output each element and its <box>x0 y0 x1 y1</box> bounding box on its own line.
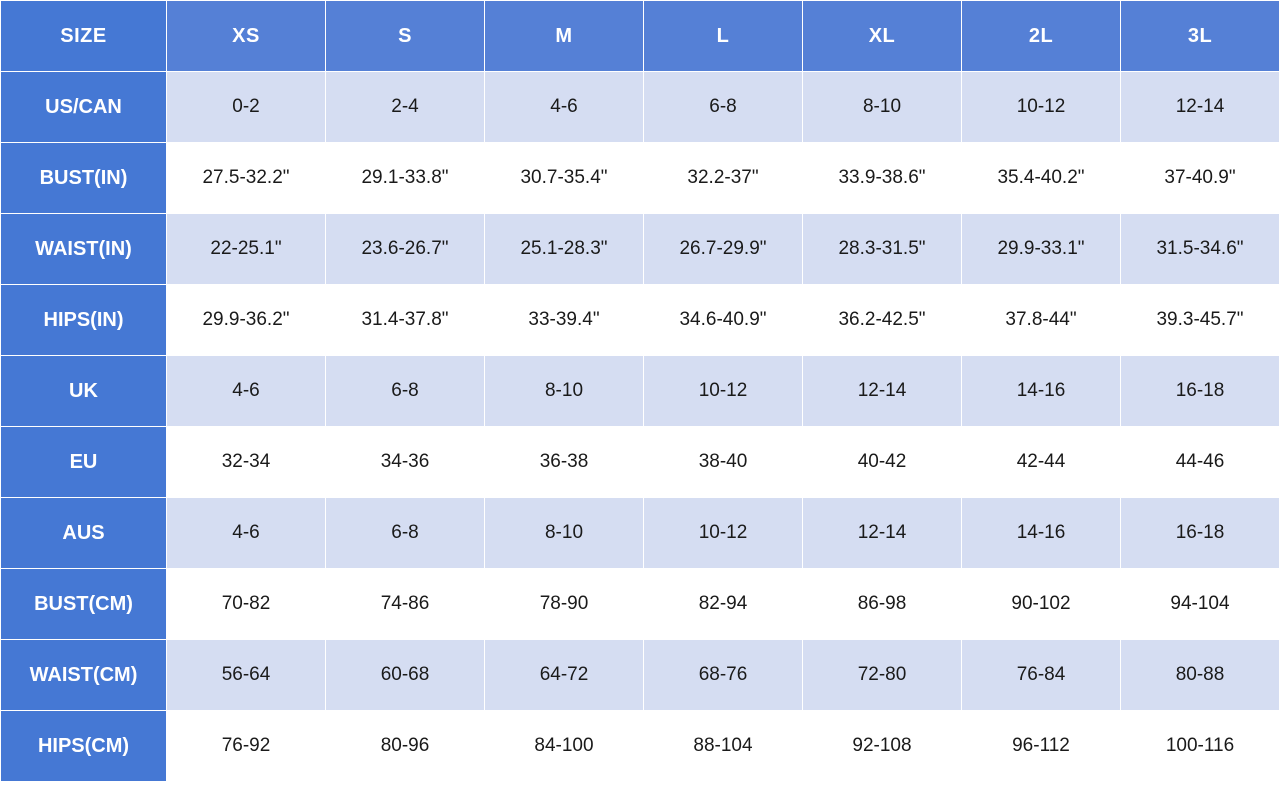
cell-bust-cm-2l: 90-102 <box>962 569 1121 640</box>
cell-bust-in-s: 29.1-33.8" <box>326 143 485 214</box>
cell-waist-in-3l: 31.5-34.6" <box>1121 214 1280 285</box>
cell-bust-cm-m: 78-90 <box>485 569 644 640</box>
cell-waist-cm-s: 60-68 <box>326 640 485 711</box>
table-row <box>1 427 1280 498</box>
row-label-us-can: US/CAN <box>1 72 167 143</box>
row-label-bust-cm: BUST(CM) <box>1 569 167 640</box>
cell-us-can-m: 4-6 <box>485 72 644 143</box>
cell-eu-m: 36-38 <box>485 427 644 498</box>
cell-uk-s: 6-8 <box>326 356 485 427</box>
table-row <box>1 72 1280 143</box>
header-cell-2l: 2L <box>962 1 1121 72</box>
cell-bust-cm-s: 74-86 <box>326 569 485 640</box>
cell-aus-l: 10-12 <box>644 498 803 569</box>
cell-us-can-xl: 8-10 <box>803 72 962 143</box>
cell-hips-cm-m: 84-100 <box>485 711 644 782</box>
cell-waist-in-2l: 29.9-33.1" <box>962 214 1121 285</box>
table-row <box>1 285 1280 356</box>
cell-hips-in-2l: 37.8-44" <box>962 285 1121 356</box>
cell-uk-xs: 4-6 <box>167 356 326 427</box>
cell-bust-in-2l: 35.4-40.2" <box>962 143 1121 214</box>
cell-bust-cm-xs: 70-82 <box>167 569 326 640</box>
cell-aus-3l: 16-18 <box>1121 498 1280 569</box>
cell-eu-xl: 40-42 <box>803 427 962 498</box>
cell-us-can-3l: 12-14 <box>1121 72 1280 143</box>
cell-hips-cm-s: 80-96 <box>326 711 485 782</box>
cell-hips-in-xs: 29.9-36.2" <box>167 285 326 356</box>
cell-aus-2l: 14-16 <box>962 498 1121 569</box>
cell-hips-in-m: 33-39.4" <box>485 285 644 356</box>
cell-waist-cm-l: 68-76 <box>644 640 803 711</box>
table-header <box>1 1 1280 72</box>
row-label-aus: AUS <box>1 498 167 569</box>
cell-bust-in-3l: 37-40.9" <box>1121 143 1280 214</box>
cell-uk-3l: 16-18 <box>1121 356 1280 427</box>
row-label-bust-in: BUST(IN) <box>1 143 167 214</box>
cell-waist-in-l: 26.7-29.9" <box>644 214 803 285</box>
cell-us-can-2l: 10-12 <box>962 72 1121 143</box>
cell-aus-xl: 12-14 <box>803 498 962 569</box>
row-label-uk: UK <box>1 356 167 427</box>
header-cell-s: S <box>326 1 485 72</box>
header-cell-l: L <box>644 1 803 72</box>
cell-bust-in-m: 30.7-35.4" <box>485 143 644 214</box>
cell-hips-in-xl: 36.2-42.5" <box>803 285 962 356</box>
cell-us-can-l: 6-8 <box>644 72 803 143</box>
cell-uk-l: 10-12 <box>644 356 803 427</box>
cell-waist-cm-m: 64-72 <box>485 640 644 711</box>
header-cell-xs: XS <box>167 1 326 72</box>
cell-eu-3l: 44-46 <box>1121 427 1280 498</box>
row-label-hips-in: HIPS(IN) <box>1 285 167 356</box>
cell-eu-2l: 42-44 <box>962 427 1121 498</box>
table-row <box>1 143 1280 214</box>
header-row <box>1 1 1280 72</box>
cell-hips-in-l: 34.6-40.9" <box>644 285 803 356</box>
cell-us-can-xs: 0-2 <box>167 72 326 143</box>
cell-waist-cm-xs: 56-64 <box>167 640 326 711</box>
cell-aus-xs: 4-6 <box>167 498 326 569</box>
cell-bust-in-xl: 33.9-38.6" <box>803 143 962 214</box>
cell-uk-m: 8-10 <box>485 356 644 427</box>
table-row <box>1 498 1280 569</box>
cell-waist-in-m: 25.1-28.3" <box>485 214 644 285</box>
cell-eu-s: 34-36 <box>326 427 485 498</box>
header-cell-size: SIZE <box>1 1 167 72</box>
cell-waist-cm-3l: 80-88 <box>1121 640 1280 711</box>
cell-bust-in-xs: 27.5-32.2" <box>167 143 326 214</box>
cell-hips-in-s: 31.4-37.8" <box>326 285 485 356</box>
row-label-eu: EU <box>1 427 167 498</box>
table-body <box>1 72 1280 782</box>
cell-waist-cm-2l: 76-84 <box>962 640 1121 711</box>
cell-aus-s: 6-8 <box>326 498 485 569</box>
cell-bust-cm-xl: 86-98 <box>803 569 962 640</box>
row-label-waist-in: WAIST(IN) <box>1 214 167 285</box>
cell-hips-cm-3l: 100-116 <box>1121 711 1280 782</box>
cell-eu-xs: 32-34 <box>167 427 326 498</box>
cell-bust-cm-l: 82-94 <box>644 569 803 640</box>
table-row <box>1 569 1280 640</box>
header-cell-3l: 3L <box>1121 1 1280 72</box>
table-row <box>1 711 1280 782</box>
row-label-hips-cm: HIPS(CM) <box>1 711 167 782</box>
cell-us-can-s: 2-4 <box>326 72 485 143</box>
cell-uk-2l: 14-16 <box>962 356 1121 427</box>
cell-waist-cm-xl: 72-80 <box>803 640 962 711</box>
cell-uk-xl: 12-14 <box>803 356 962 427</box>
cell-aus-m: 8-10 <box>485 498 644 569</box>
cell-hips-cm-xl: 92-108 <box>803 711 962 782</box>
cell-hips-cm-2l: 96-112 <box>962 711 1121 782</box>
cell-waist-in-xl: 28.3-31.5" <box>803 214 962 285</box>
cell-hips-cm-xs: 76-92 <box>167 711 326 782</box>
cell-eu-l: 38-40 <box>644 427 803 498</box>
cell-waist-in-xs: 22-25.1" <box>167 214 326 285</box>
row-label-waist-cm: WAIST(CM) <box>1 640 167 711</box>
header-cell-xl: XL <box>803 1 962 72</box>
header-cell-m: M <box>485 1 644 72</box>
table-row <box>1 640 1280 711</box>
cell-hips-cm-l: 88-104 <box>644 711 803 782</box>
cell-waist-in-s: 23.6-26.7" <box>326 214 485 285</box>
cell-hips-in-3l: 39.3-45.7" <box>1121 285 1280 356</box>
cell-bust-in-l: 32.2-37" <box>644 143 803 214</box>
table-row <box>1 214 1280 285</box>
cell-bust-cm-3l: 94-104 <box>1121 569 1280 640</box>
table-row <box>1 356 1280 427</box>
